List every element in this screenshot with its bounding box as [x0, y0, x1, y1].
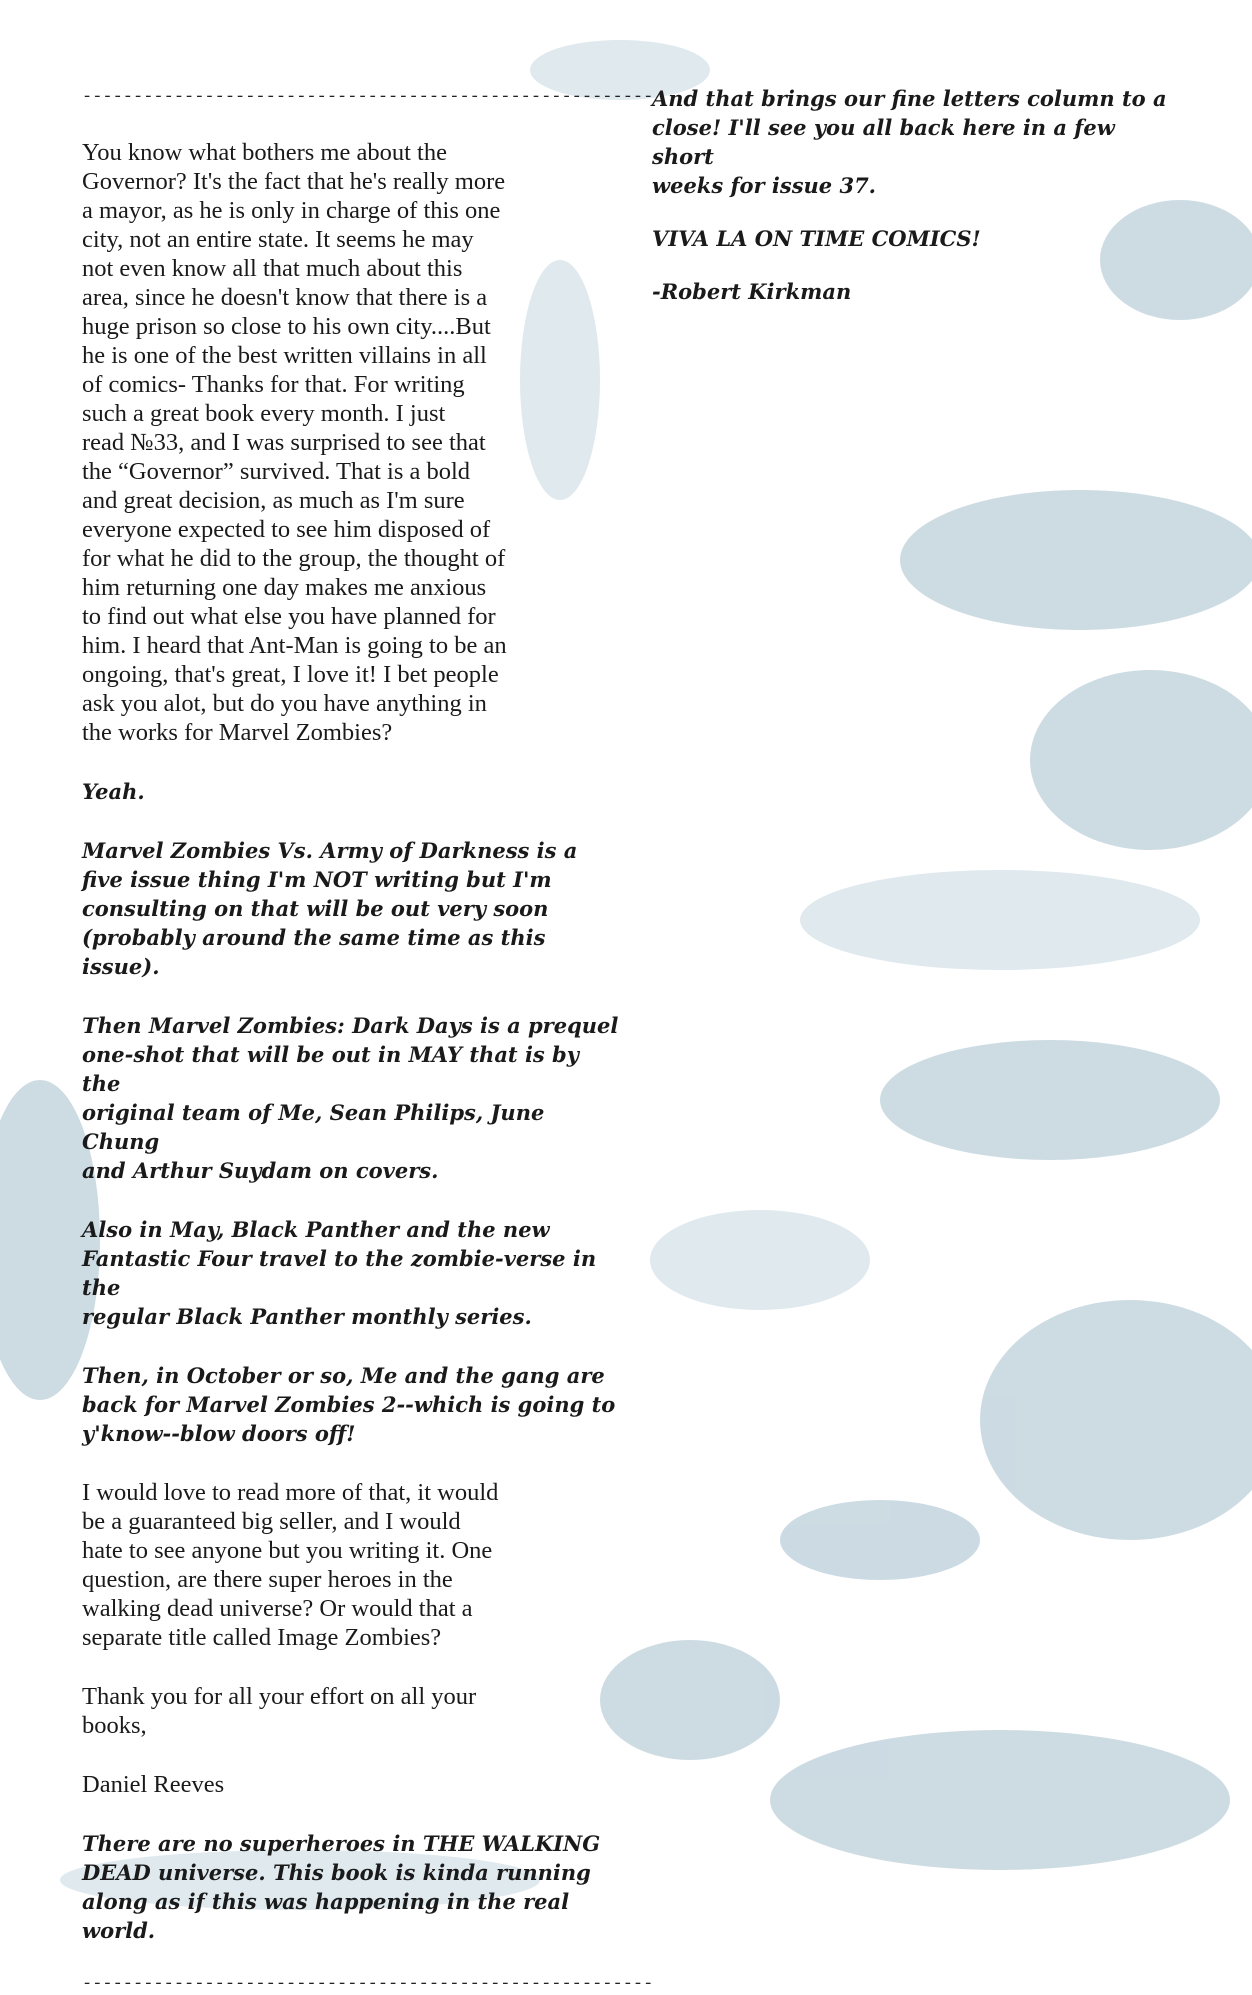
reply-black-panther: Also in May, Black Panther and the new Fantastic Four travel to the zombie-verse in the regular Black Panther monthly series. — [82, 1217, 597, 1329]
closing-column — [652, 84, 1172, 330]
closing-signature: -Robert Kirkman — [652, 279, 852, 304]
reply-army-of-darkness: Marvel Zombies Vs. Army of Darkness is a five issue thing I'm NOT writing but I'm consulting on that will be out very soon (probably around the same time as this issue). — [82, 838, 578, 979]
reply-no-superheroes: There are no superheroes in THE WALKING DEAD universe. This book is kinda running along as if this was happening in the real world. — [82, 1831, 601, 1943]
closing-slogan: VIVA LA ON TIME COMICS! — [652, 226, 981, 251]
letter-paragraph-1: You know what bothers me about the Governor? It's the fact that he's really more a mayor, as he is only in charge of this one city, not an entire state. It seems he may not even know all that much about this area, since he doesn't know that there is a huge prison so close to his own city....But he is one of the best written villains in all of comics- Thanks for that. For writing such a great book every month. I just read №33, and I was surprised to see that the “Governor” survived. That is a bold and great decision, as much as I'm sure everyone expected to see him disposed of for what he did to the group, the thought of him returning one day makes me anxious to find out what else you have planned for him. I heard that Ant-Man is going to be an ongoing, that's great, I love it! I bet people ask you alot, but do you have anything in the works for Marvel Zombies? — [82, 139, 507, 746]
letter-signature: Daniel Reeves — [82, 1771, 225, 1798]
bottom-divider: -------------------------------------------------------- — [82, 1975, 654, 1994]
letters-column — [82, 88, 654, 1995]
reply-dark-days: Then Marvel Zombies: Dark Days is a prequel one-shot that will be out in MAY that is by the original team of Me, Sean Philips, June Chung and Arthur Suydam on covers. — [82, 1013, 619, 1183]
closing-text: And that brings our fine letters column to a close! I'll see you all back here in a few short weeks for issue 37. — [652, 86, 1167, 198]
letter-paragraph-2: I would love to read more of that, it would be a guaranteed big seller, and I would hate to see anyone but you writing it. One question, are there super heroes in the walking dead universe? Or would that a separate title called Image Zombies? — [82, 1479, 499, 1651]
letter-paragraph-3: Thank you for all your effort on all your books, — [82, 1683, 477, 1739]
reply-yeah: Yeah. — [82, 779, 145, 804]
reply-marvel-zombies-2: Then, in October or so, Me and the gang are back for Marvel Zombies 2--which is going to y'know--blow doors off! — [82, 1363, 616, 1446]
top-divider: -------------------------------------------------------- — [82, 88, 654, 107]
